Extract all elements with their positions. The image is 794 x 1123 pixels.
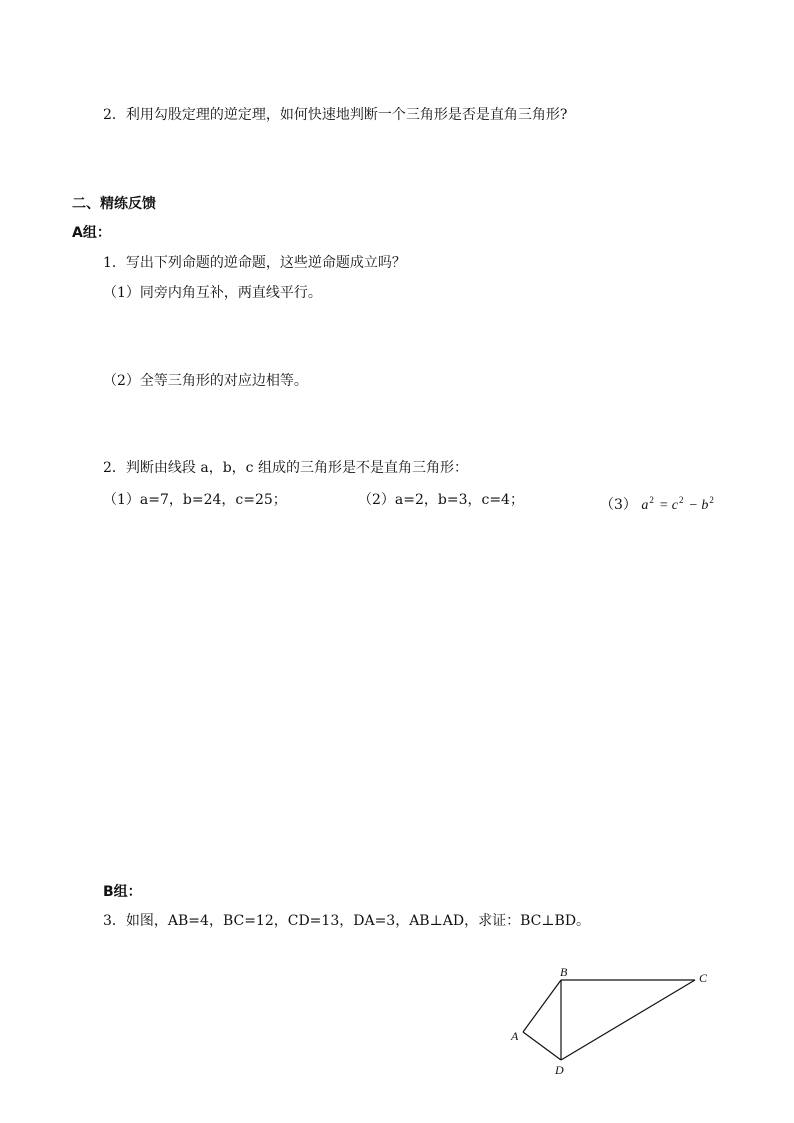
question-2-part-3 — [600, 491, 716, 515]
group-a-heading: A组： — [72, 225, 111, 241]
question-2-intro: 2．利用勾股定理的逆定理，如何快速地判断一个三角形是否是直角三角形? — [103, 107, 568, 123]
question-3: 3．如图，AB=4，BC=12，CD=13，DA=3，AB⊥AD，求证：BC⊥BD。 — [103, 913, 591, 929]
question-2-part-1: （1）a=7，b=24，c=25； — [103, 492, 287, 508]
question-1: 1．写出下列命题的逆命题，这些逆命题成立吗？ — [103, 255, 406, 271]
label-b: B — [560, 965, 568, 979]
formula-equals: = — [659, 498, 668, 513]
segment-ad — [523, 1032, 561, 1060]
geometry-figure — [505, 962, 735, 1082]
section-title: 二、精练反馈 — [72, 196, 156, 212]
segment-ab — [523, 980, 561, 1032]
question-2-part-3-label: （3） — [600, 497, 637, 513]
question-1-part-2: （2）全等三角形的对应边相等。 — [103, 373, 308, 389]
label-d: D — [555, 1063, 564, 1077]
formula-b: b — [701, 498, 709, 513]
formula-exp-b: 2 — [709, 495, 714, 505]
question-1-part-1: （1）同旁内角互补，两直线平行。 — [103, 285, 322, 301]
segment-cd — [561, 980, 695, 1060]
formula-minus: − — [689, 498, 698, 513]
label-a: A — [511, 1029, 519, 1043]
formula-exp-c: 2 — [679, 495, 684, 505]
group-b-heading: B组： — [103, 884, 142, 900]
formula-c: c — [671, 498, 678, 513]
label-c: C — [699, 971, 708, 985]
question-2: 2．判断由线段 a，b，c 组成的三角形是不是直角三角形： — [103, 460, 468, 476]
pythagorean-formula — [641, 495, 716, 513]
question-2-part-2: （2）a=2，b=3，c=4； — [358, 492, 524, 508]
formula-exp-a: 2 — [649, 495, 654, 505]
formula-a: a — [641, 498, 649, 513]
